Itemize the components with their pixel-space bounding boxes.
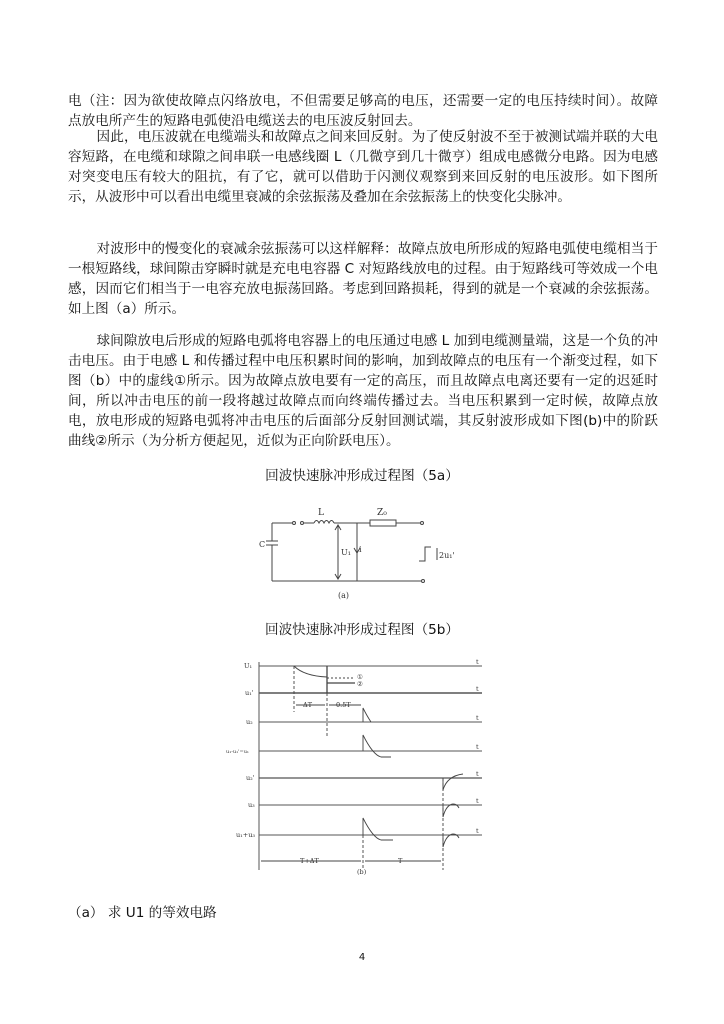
label-row-7: u₁+u₃ [236,831,256,839]
label-b: (b) [357,868,367,876]
label-t: t [476,743,479,751]
label-row-5: u₂' [246,774,255,782]
waveform-diagram-b [226,658,482,876]
label-t: t [476,827,479,835]
paragraph-1: 电（注：因为欲使故障点闪络放电，不但需要足够高的电压，还需要一定的电压持续时间）。故障点放电所产生的短路电弧使沿电缆送去的电压波反射回去。 [68,93,658,129]
label-row-1: U₁ [244,662,253,670]
label-row-3: u₂ [246,718,253,726]
label-row-6: u₃ [248,801,255,809]
label-source: 2u₁' [439,551,455,560]
subheading: （a） 求 U1 的等效电路 [68,905,217,921]
label-t: t [476,770,479,778]
paragraph-3: 对波形中的慢变化的衰减余弦振荡可以这样解释：故障点放电所形成的短路电弧使电缆相当于一根短路线，球间隙击穿瞬时就是充电电容器 C 对短路线放电的过程。由于短路线可等效成一个电感，因而它们相当于一电容充放电振荡回路。考虑到回路损耗，得到的就是一个衰减的余弦振荡。如上图（a）所示。 [68,241,658,317]
label-a: (a) [338,591,350,600]
page-number: 4 [358,952,366,963]
label-t: t [476,685,479,693]
label-T: T [398,857,403,865]
label-delta-t: ΔT [303,701,313,709]
label-t: t [476,658,479,666]
label-half-t: 0.5T [336,701,351,709]
figure-a-caption: 回波快速脉冲形成过程图（5a） [265,468,459,484]
paragraph-4: 球间隙放电后形成的短路电弧将电容器上的电压通过电感 L 加到电缆测量端，这是一个负的冲击电压。由于电感 L 和传播过程中电压积累时间的影响，加到故障点的电压有一个渐变过程，如下图（b）中的虚线①所示。因为故障点放电要有一定的高压，而且故障点电离还要有一定的迟延时间，所以冲击电压的前一段将越过故障点而向终端传播过去。当电压积累到一定时候，故障点放电，放电形成的短路电弧将冲击电压的后面部分反射回测试端，其反射波形成如下图(b)中的阶跃曲线②所示（为分析方便起见，近似为正向阶跃电压）。 [68,333,658,449]
label-C: C [259,540,266,549]
label-t: t [476,714,479,722]
label-row-2: u₁' [245,689,254,697]
label-t: t [476,797,479,805]
label-i: i [359,545,362,554]
label-row-4: u₁-u₁'=u₁ [226,749,249,755]
circuit-diagram-a [259,508,455,600]
label-t-plus-delta-t: T+ΔT [300,857,319,865]
figure-b-caption: 回波快速脉冲形成过程图（5b） [265,622,459,638]
label-curve-1: ① [357,673,363,681]
label-curve-2: ② [357,680,363,688]
paragraph-2: 因此，电压波就在电缆端头和故障点之间来回反射。为了使反射波不至于被测试端并联的大电容短路，在电缆和球隙之间串联一电感线圈 L（几微亨到几十微亨）组成电感微分电路。因为电感对突变电压有较大的阻抗，有了它，就可以借助于闪测仪观察到来回反射的电压波形。如下图所示，从波形中可以看出电缆里衰减的余弦振荡及叠加在余弦振荡上的快变化尖脉冲。 [68,129,658,205]
label-L: L [318,508,324,518]
label-Z: Z₀ [377,508,387,518]
label-U1: U₁ [341,548,351,557]
